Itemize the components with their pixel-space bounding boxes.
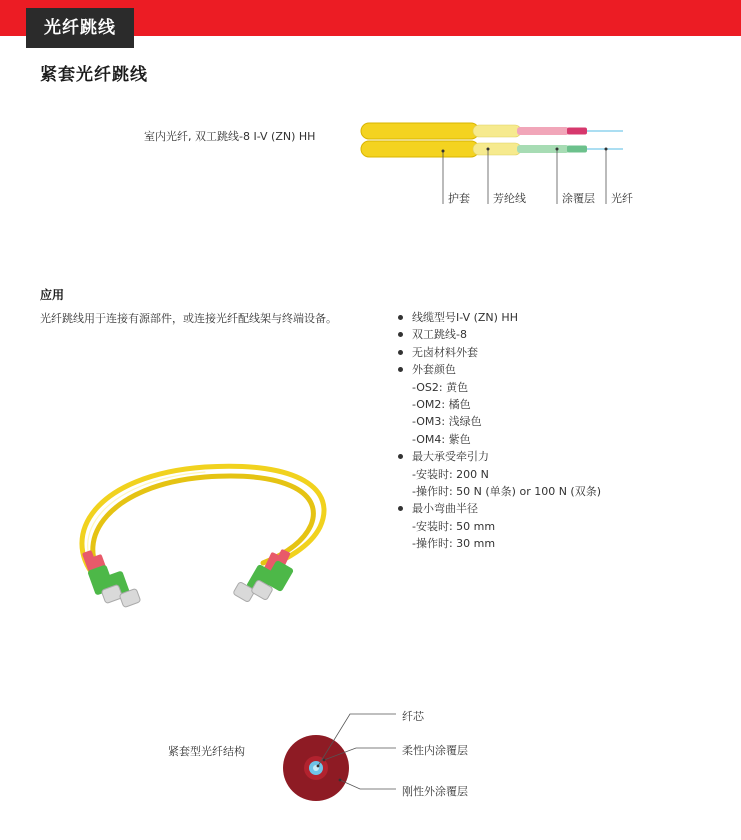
structure-caption: 紧套型光纤结构: [168, 745, 245, 758]
spec-subitem: -安装时: 50 mm: [412, 519, 496, 533]
aramid-upper: [473, 125, 521, 137]
coating-lower: [517, 145, 569, 153]
jacket-lower: [361, 141, 479, 157]
patch-cord-image: [55, 455, 340, 615]
spec-item: 最大承受牵引力: [398, 448, 601, 465]
application-heading: 应用: [40, 288, 65, 302]
coating-upper: [517, 127, 569, 135]
section-tab: 光纤跳线: [26, 8, 134, 48]
label-rigid-outer-coating: 刚性外涂覆层: [402, 785, 468, 798]
spec-item: 双工跳线-8: [398, 326, 601, 343]
application-text: 光纤跳线用于连接有源部件，或连接光纤配线架与终端设备。: [40, 312, 337, 325]
spec-subitem: -操作时: 50 N (单条) or 100 N (双条): [412, 484, 602, 498]
jacket-upper: [361, 123, 479, 139]
label-aramid: 芳纶线: [493, 192, 526, 205]
label-core: 纤芯: [402, 710, 424, 723]
upper-cable: [361, 123, 623, 139]
spec-subitem: -OS2: 黄色: [412, 380, 469, 394]
spec-subitem: -OM2: 橘色: [412, 397, 471, 411]
cable-diagram-caption: 室内光纤, 双工跳线-8 I-V (ZN) HH: [144, 130, 316, 143]
spec-item: 线缆型号I-V (ZN) HH: [398, 309, 601, 326]
fiber-structure-diagram: [280, 700, 405, 810]
label-soft-inner-coating: 柔性内涂覆层: [402, 744, 468, 757]
spec-subitem: -安装时: 200 N: [412, 467, 489, 481]
spec-item: 无卤材料外套: [398, 344, 601, 361]
label-jacket: 护套: [448, 192, 470, 205]
left-connectors: [82, 550, 141, 608]
page-title: 紧套光纤跳线: [40, 65, 148, 85]
coating-tip-upper: [567, 128, 587, 135]
label-fiber: 光纤: [611, 192, 633, 205]
spec-item: 最小弯曲半径: [398, 500, 601, 517]
spec-list: [398, 309, 601, 552]
coating-tip-lower: [567, 146, 587, 153]
spec-subitem: -OM3: 浅绿色: [412, 415, 482, 429]
lower-cable: [361, 141, 623, 157]
spec-item: 外套颜色: [398, 361, 601, 378]
spec-subitem: -操作时: 30 mm: [412, 537, 496, 551]
aramid-lower: [473, 143, 521, 155]
label-coating: 涂覆层: [562, 192, 595, 205]
spec-subitem: -OM4: 紫色: [412, 432, 471, 446]
right-connectors: [233, 549, 294, 603]
